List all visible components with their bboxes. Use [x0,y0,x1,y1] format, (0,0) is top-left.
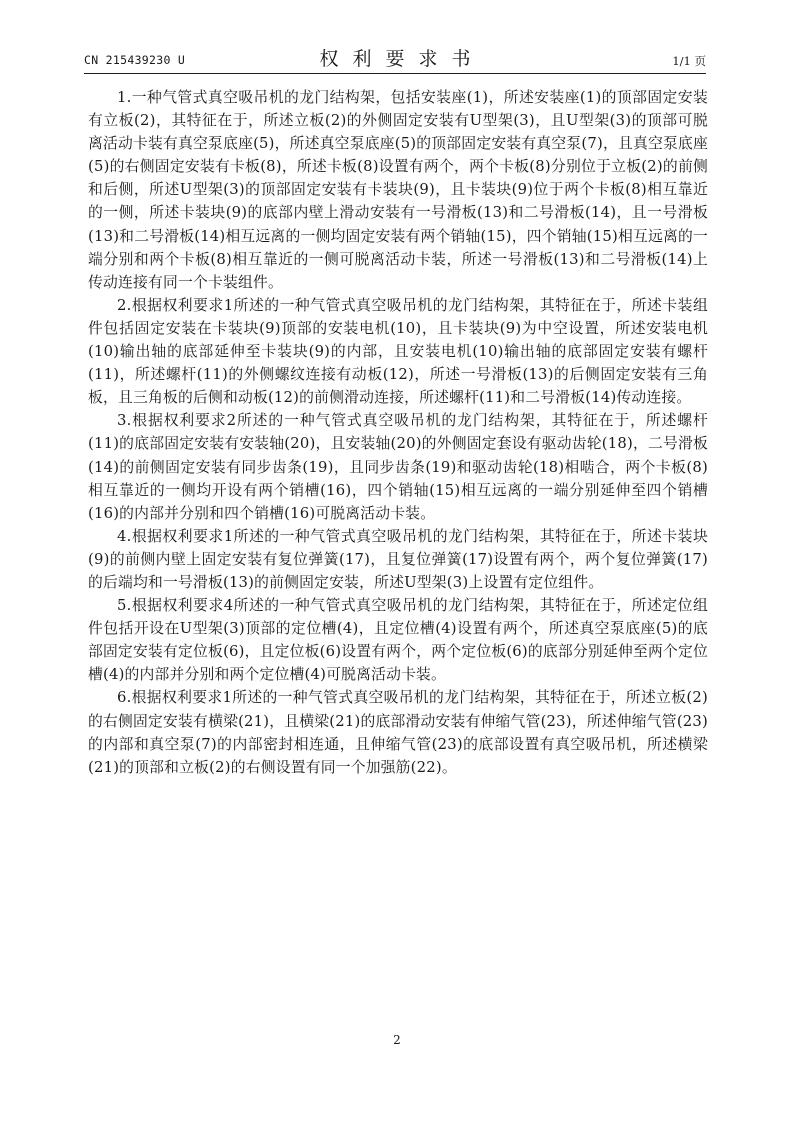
document-title: 权利要求书 [319,48,485,70]
page-number: 2 [393,1033,401,1047]
claim-4: 4.根据权利要求1所述的一种气管式真空吸吊机的龙门结构架，其特征在于，所述卡装块(9)的前侧内壁上固定安装有复位弹簧(17)，且复位弹簧(17)设置有两个，两个复位弹簧(17)的后端均和一号滑板(13)的前侧固定安装，所述U型架(3)上设置有定位组件。 [88,527,708,591]
claims-body [88,86,708,779]
page-header [84,44,706,72]
claim-6: 6.根据权利要求1所述的一种气管式真空吸吊机的龙门结构架，其特征在于，所述立板(2)的右侧固定安装有横梁(21)，且横梁(21)的底部滑动安装有伸缩气管(23)，所述伸缩气管(23)的内部和真空泵(7)的内部密封相连通，且伸缩气管(23)的底部设置有真空吸吊机，所述横梁(21)的顶部和立板(2)的右侧设置有同一个加强筋(22)。 [88,689,708,776]
page-info: 1/1 页 [672,54,706,68]
publication-number: CN 215439230 U [84,53,186,67]
claim-2: 2.根据权利要求1所述的一种气管式真空吸吊机的龙门结构架，其特征在于，所述卡装组件包括固定安装在卡装块(9)顶部的安装电机(10)，且卡装块(9)为中空设置，所述安装电机(10)输出轴的底部延伸至卡装块(9)的内部，且安装电机(10)输出轴的底部固定安装有螺杆(11)，所述螺杆(11)的外侧螺纹连接有动板(12)，所述一号滑板(13)的后侧固定安装有三角板，且三角板的后侧和动板(12)的前侧滑动连接，所述螺杆(11)和二号滑板(14)传动连接。 [88,296,708,407]
header-divider [84,73,706,74]
claim-5: 5.根据权利要求4所述的一种气管式真空吸吊机的龙门结构架，其特征在于，所述定位组件包括开设在U型架(3)顶部的定位槽(4)，且定位槽(4)设置有两个，所述真空泵底座(5)的底部固定安装有定位板(6)，且定位板(6)设置有两个，两个定位板(6)的底部分别延伸至两个定位槽(4)的内部并分别和两个定位槽(4)可脱离活动卡装。 [88,597,708,684]
claim-1: 1.一种气管式真空吸吊机的龙门结构架，包括安装座(1)，所述安装座(1)的顶部固定安装有立板(2)，其特征在于，所述立板(2)的外侧固定安装有U型架(3)，且U型架(3)的顶部可脱离活动卡装有真空泵底座(5)，所述真空泵底座(5)的顶部固定安装有真空泵(7)，且真空泵底座(5)的右侧固定安装有卡板(8)，所述卡板(8)设置有两个，两个卡板(8)分别位于立板(2)的前侧和后侧，所述U型架(3)的顶部固定安装有卡装块(9)，且卡装块(9)位于两个卡板(8)相互靠近的一侧，所述卡装块(9)的底部内壁上滑动安装有一号滑板(13)和二号滑板(14)，且一号滑板(13)和二号滑板(14)相互远离的一侧均固定安装有两个销轴(15)，四个销轴(15)相互远离的一端分别和两个卡板(8)相互靠近的一侧可脱离活动卡装，所述一号滑板(13)和二号滑板(14)上传动连接有同一个卡装组件。 [88,89,708,291]
claim-3: 3.根据权利要求2所述的一种气管式真空吸吊机的龙门结构架，其特征在于，所述螺杆(11)的底部固定安装有安装轴(20)，且安装轴(20)的外侧固定套设有驱动齿轮(18)，二号滑板(14)的前侧固定安装有同步齿条(19)，且同步齿条(19)和驱动齿轮(18)相啮合，两个卡板(8)相互靠近的一侧均开设有两个销槽(16)，四个销轴(15)相互远离的一端分别延伸至四个销槽(16)的内部并分别和四个销槽(16)可脱离活动卡装。 [88,412,708,522]
